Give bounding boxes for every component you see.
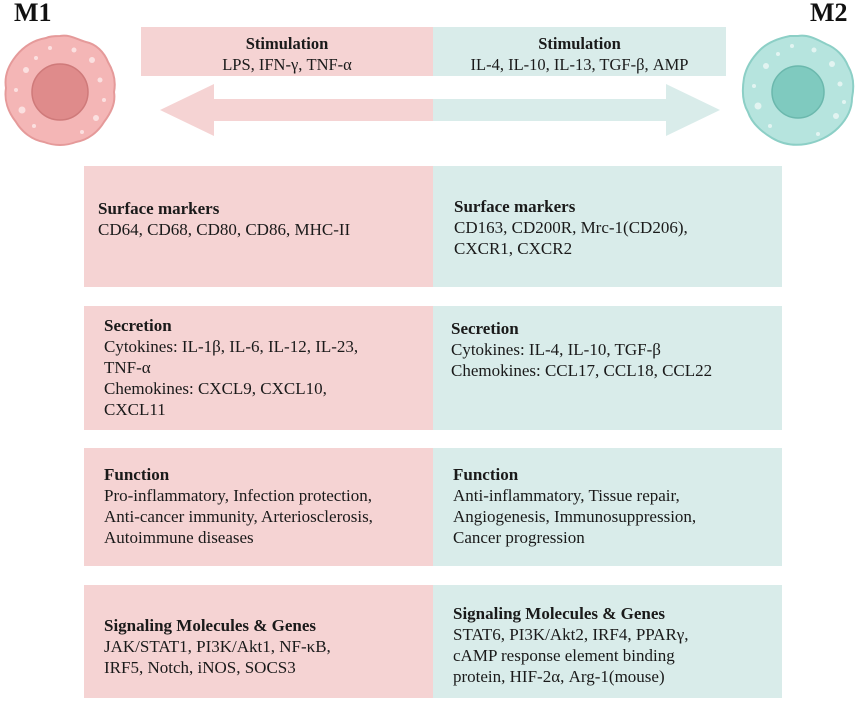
m2-signaling-heading: Signaling Molecules & Genes bbox=[453, 604, 666, 623]
m2-secretion-heading: Secretion bbox=[451, 319, 519, 338]
m2-function-heading: Function bbox=[453, 465, 519, 484]
double-arrow-icon bbox=[160, 82, 720, 138]
m1-stimulation-text: LPS, IFN-γ, TNF-α bbox=[222, 55, 352, 74]
m2-signaling-panel bbox=[433, 585, 782, 698]
m2-surface-markers-heading: Surface markers bbox=[454, 197, 576, 216]
m1-signaling-line: JAK/STAT1, PI3K/Akt1, NF-κB, bbox=[104, 637, 331, 656]
m1-function-heading: Function bbox=[104, 465, 170, 484]
m1-secretion-line: Chemokines: CXCL9, CXCL10, bbox=[104, 379, 327, 398]
m2-stimulation-box bbox=[433, 27, 726, 76]
m1-surface-markers-heading: Surface markers bbox=[98, 199, 220, 218]
m1-signaling-panel bbox=[84, 585, 433, 698]
m1-title: M1 bbox=[14, 0, 52, 27]
m1-function-panel bbox=[84, 448, 433, 566]
m2-stimulation-heading: Stimulation bbox=[538, 34, 621, 53]
m1-signaling-line: IRF5, Notch, iNOS, SOCS3 bbox=[104, 658, 296, 677]
m2-surface-markers-panel bbox=[433, 166, 782, 287]
m2-surface-markers-line: CXCR1, CXCR2 bbox=[454, 239, 573, 258]
m2-secretion-line: Chemokines: CCL17, CCL18, CCL22 bbox=[451, 361, 713, 380]
m1-signaling-heading: Signaling Molecules & Genes bbox=[104, 616, 317, 635]
m2-cell-icon bbox=[738, 30, 858, 150]
m2-signaling-line: cAMP response element binding bbox=[453, 646, 675, 665]
m1-secretion-panel bbox=[84, 306, 433, 430]
m2-function-panel bbox=[433, 448, 782, 566]
m1-stimulation-heading: Stimulation bbox=[245, 34, 329, 53]
m2-signaling-line: STAT6, PI3K/Akt2, IRF4, PPARγ, bbox=[453, 625, 689, 644]
m2-stimulation-text: IL-4, IL-10, IL-13, TGF-β, AMP bbox=[470, 55, 689, 74]
m2-surface-markers-line: CD163, CD200R, Mrc-1(CD206), bbox=[454, 218, 688, 237]
m1-secretion-heading: Secretion bbox=[104, 316, 172, 335]
m1-stimulation-box bbox=[141, 27, 433, 76]
m2-function-line: Anti-inflammatory, Tissue repair, bbox=[453, 486, 680, 505]
m1-function-line: Pro-inflammatory, Infection protection, bbox=[104, 486, 372, 505]
m1-function-line: Autoimmune diseases bbox=[104, 528, 254, 547]
m2-function-line: Cancer progression bbox=[453, 528, 585, 547]
m2-function-line: Angiogenesis, Immunosuppression, bbox=[453, 507, 697, 526]
m2-signaling-line: protein, HIF-2α, Arg-1(mouse) bbox=[453, 667, 665, 686]
m2-secretion-panel bbox=[433, 306, 782, 430]
m1-secretion-line: CXCL11 bbox=[104, 400, 166, 419]
m2-secretion-line: Cytokines: IL-4, IL-10, TGF-β bbox=[451, 340, 661, 359]
m1-surface-markers-line: CD64, CD68, CD80, CD86, MHC-II bbox=[98, 220, 351, 239]
m1-secretion-line: TNF-α bbox=[104, 358, 151, 377]
m1-surface-markers-panel bbox=[84, 166, 433, 287]
m1-secretion-line: Cytokines: IL-1β, IL-6, IL-12, IL-23, bbox=[104, 337, 359, 356]
m1-function-line: Anti-cancer immunity, Arteriosclerosis, bbox=[104, 507, 373, 526]
m1-cell-icon bbox=[0, 30, 120, 150]
m2-title: M2 bbox=[810, 0, 848, 27]
